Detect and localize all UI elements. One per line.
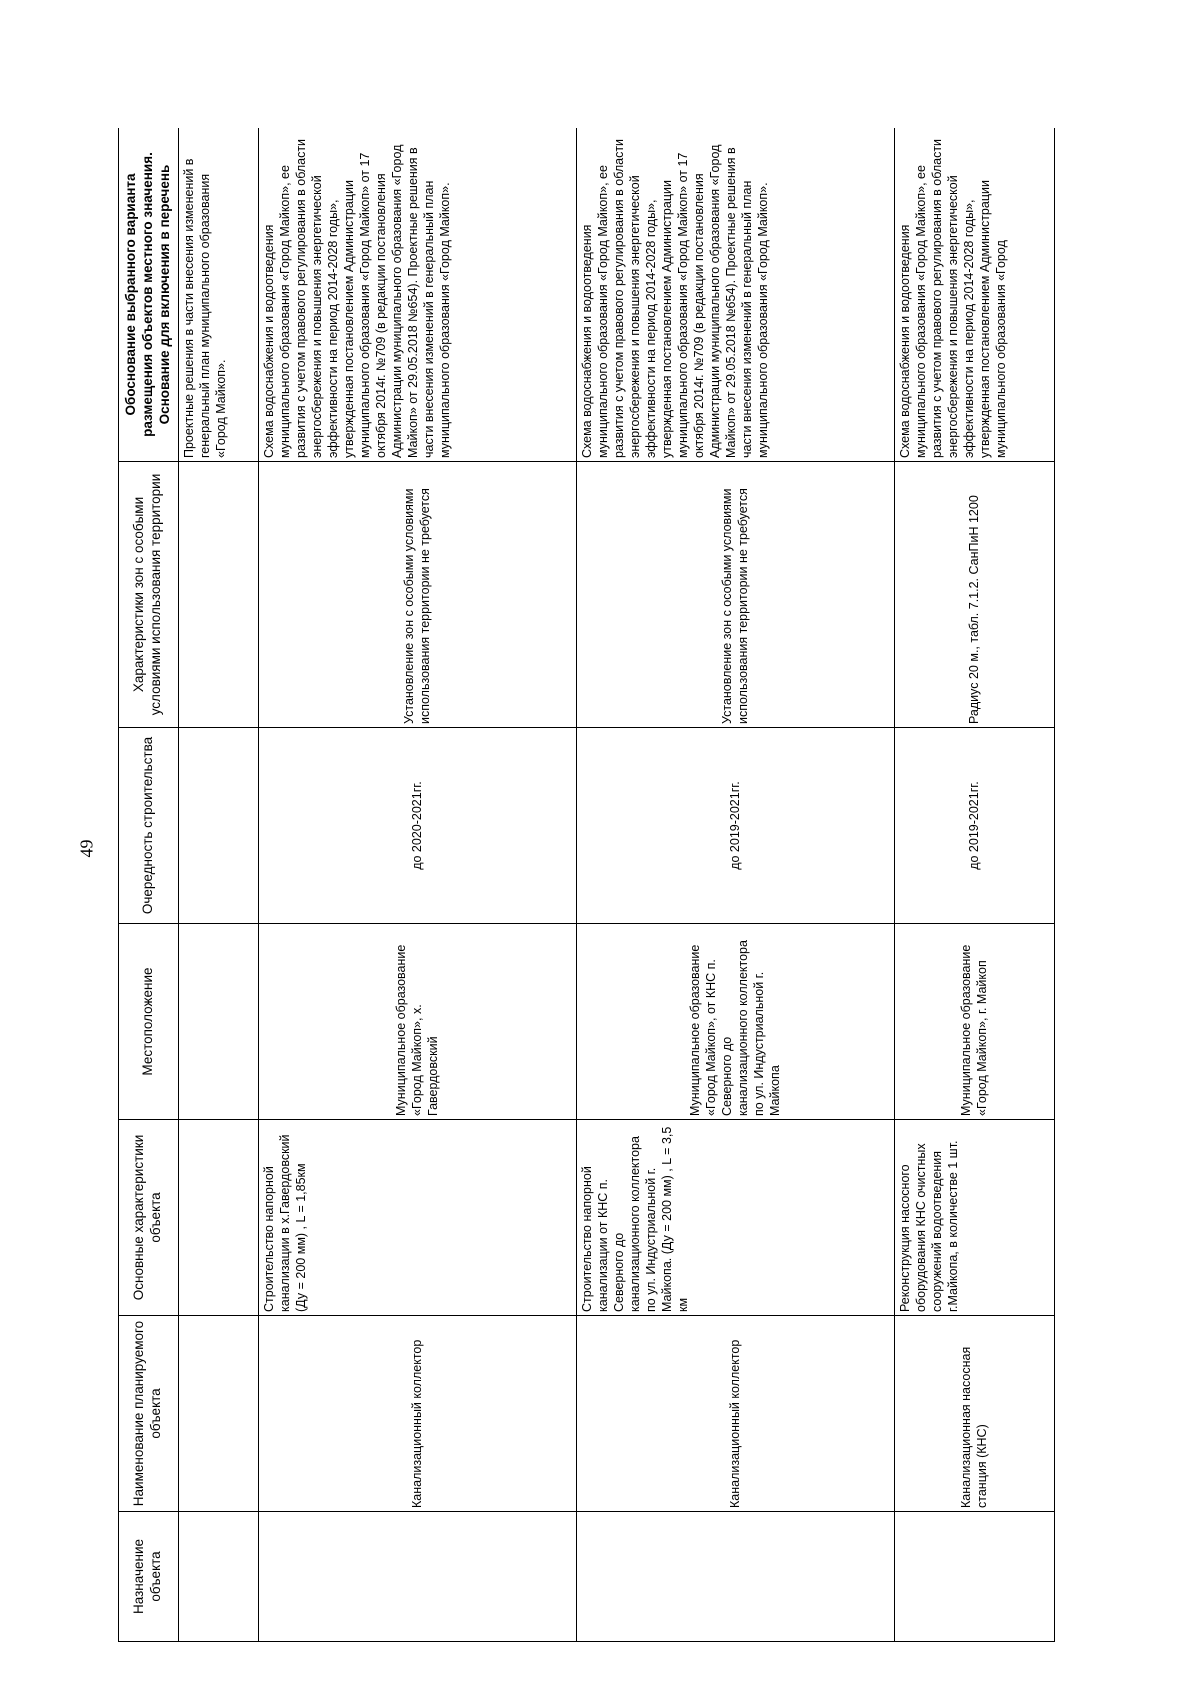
- table-row: [576, 128, 894, 1642]
- cell-stage: [178, 728, 258, 924]
- cell-characteristics: [178, 1120, 258, 1316]
- header-characteristics: Основные характеристики объекта: [119, 1120, 179, 1316]
- header-justification: [119, 128, 179, 462]
- cell-location: [178, 924, 258, 1120]
- table-header-row: [119, 128, 179, 1642]
- header-location: Местоположение: [119, 924, 179, 1120]
- rotated-page-area: [118, 128, 1055, 1642]
- cell-purpose: [258, 1512, 576, 1642]
- header-name: Наименование планируемого объекта: [119, 1316, 179, 1512]
- cell-location: Муниципальное образование «Город Майкоп», х. Гавердовский: [258, 924, 576, 1120]
- header-stage: Очередность строительства: [119, 728, 179, 924]
- cell-justification: Проектные решения в части внесения изменений в генеральный план муниципального образования «Город Майкоп».: [178, 128, 258, 462]
- table-row: [178, 128, 258, 1642]
- cell-purpose: [178, 1512, 258, 1642]
- page-number: 49: [76, 839, 97, 858]
- header-justification-sub: Основание для включения в перечень: [156, 164, 172, 425]
- cell-purpose: [576, 1512, 894, 1642]
- cell-justification: Схема водоснабжения и водоотведения муниципального образования «Город Майкоп», ее развития с учетом правового регулирования в области энергосбережения и повышения энергетической эффективности на период 2014-2028 годы», утвержденная постановлением Администрации муниципального образования «Город Майкоп» от 17 октября 2014г. №709 (в редакции постановления Администрации муниципального образования «Город Майкоп» от 29.05.2018 №654). Проектные решения в части внесения изменений в генеральный план муниципального образования «Город Майкоп».: [576, 128, 894, 462]
- cell-justification: Схема водоснабжения и водоотведения муниципального образования «Город Майкоп», ее развития с учетом правового регулирования в области энергосбережения и повышения энергетической эффективности на период 2014-2028 годы», утвержденная постановлением Администрации муниципального образования «Город Майкоп» от 17 октября 2014г. №709 (в редакции постановления Администрации муниципального образования «Город Майкоп» от 29.05.2018 №654). Проектные решения в части внесения изменений в генеральный план муниципального образования «Город Майкоп».: [258, 128, 576, 462]
- cell-zones: Установление зон с особыми условиями использования территории не требуется: [576, 462, 894, 728]
- header-justification-main: Обоснование выбранного варианта размещения объектов местного значения.: [123, 152, 155, 437]
- cell-justification: Схема водоснабжения и водоотведения муниципального образования «Город Майкоп», ее развития с учетом правового регулирования в области энергосбережения и повышения энергетической эффективности на период 2014-2028 годы», утвержденная постановлением Администрации муниципального образования «Город: [894, 128, 1054, 462]
- cell-name: [178, 1316, 258, 1512]
- cell-zones: [178, 462, 258, 728]
- cell-zones: Радиус 20 м., табл. 7.1.2. СанПиН 1200: [894, 462, 1054, 728]
- table-row: [894, 128, 1054, 1642]
- cell-name: Канализационный коллектор: [576, 1316, 894, 1512]
- objects-table: [118, 128, 1055, 1642]
- table-row: [258, 128, 576, 1642]
- cell-characteristics: Реконструкция насосного оборудования КНС очистных сооружений водоотведения г.Майкопа, в количестве 1 шт.: [894, 1120, 1054, 1316]
- cell-location: Муниципальное образование «Город Майкоп», от КНС п. Северного до канализационного коллектора по ул. Индустриальной г. Майкопа: [576, 924, 894, 1120]
- cell-stage: до 2019-2021гг.: [894, 728, 1054, 924]
- rotated-table-container: [118, 128, 1055, 1642]
- cell-stage: до 2020-2021гг.: [258, 728, 576, 924]
- cell-characteristics: Строительство напорной канализации в х.Гавердовский (Ду = 200 мм) , L = 1,85км: [258, 1120, 576, 1316]
- header-purpose: Назначение объекта: [119, 1512, 179, 1642]
- cell-characteristics: Строительство напорной канализации от КНС п. Северного до канализационного коллектора по ул. Индустриальной г. Майкопа. (Ду = 200 мм) , L = 3,5 км: [576, 1120, 894, 1316]
- cell-location: Муниципальное образование «Город Майкоп», г. Майкоп: [894, 924, 1054, 1120]
- cell-zones: Установление зон с особыми условиями использования территории не требуется: [258, 462, 576, 728]
- header-zones: Характеристики зон с особыми условиями использования территории: [119, 462, 179, 728]
- cell-stage: до 2019-2021гг.: [576, 728, 894, 924]
- cell-name: Канализационная насосная станция (КНС): [894, 1316, 1054, 1512]
- cell-name: Канализационный коллектор: [258, 1316, 576, 1512]
- cell-purpose: [894, 1512, 1054, 1642]
